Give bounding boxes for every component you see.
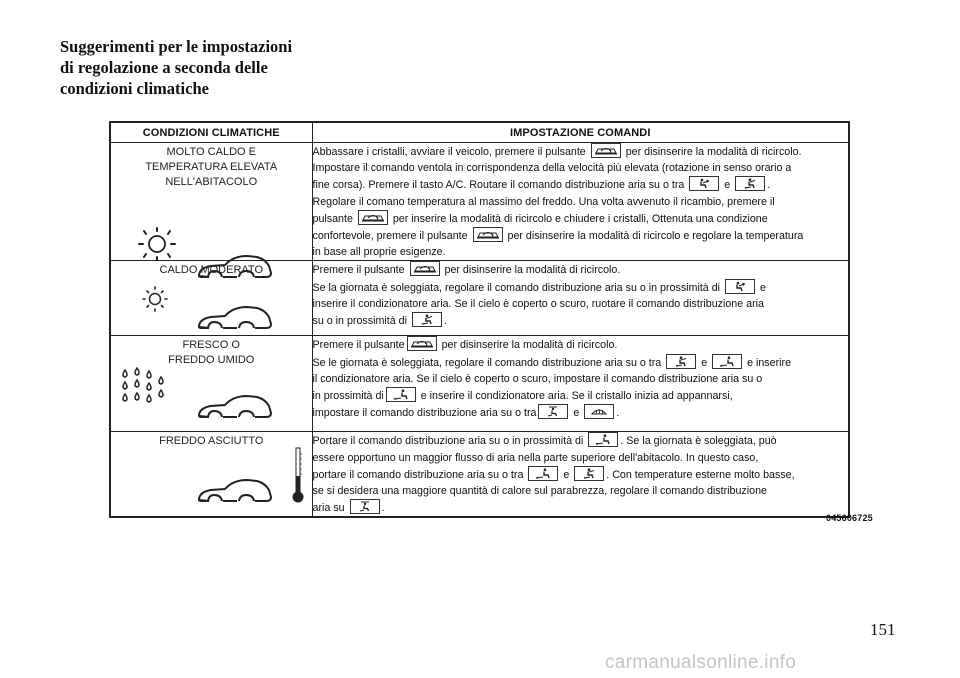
settings-text: . Con temperature esterne molto basse, (606, 468, 795, 481)
page-number: 151 (870, 620, 896, 639)
settings-text: impostare il comando distribuzione aria su o tra (312, 407, 537, 420)
condition-line: MOLTO CALDO E (166, 146, 256, 158)
heading-line-2: di regolazione a seconda delle (60, 58, 268, 77)
settings-text: confortevole, premere il pulsante (312, 230, 471, 243)
settings-text: Impostare il comando ventola in corrispondenza della velocità più elevata (rotazione in senso orario a (312, 162, 792, 175)
recirculation-icon (407, 336, 437, 351)
settings-cell-moderate-hot (312, 261, 849, 336)
settings-text: . (381, 502, 385, 515)
settings-text: e inserire (744, 356, 792, 369)
settings-text: e inserire il condizionatore aria. Se il cristallo inizia ad appannarsi, (417, 390, 733, 403)
bilevel-vent-icon (412, 312, 442, 327)
settings-text: per inserire la modalità di ricircolo e chiudere i cristalli, Ottenuta una condizione (389, 212, 768, 225)
mix-vent-icon (538, 404, 568, 419)
table-row (110, 143, 849, 261)
settings-text: Premere il pulsante (312, 264, 408, 277)
settings-cell-cool-humid (312, 336, 849, 432)
settings-text: e (560, 468, 573, 481)
settings-text: . (767, 179, 771, 192)
floor-vent-icon (588, 432, 618, 447)
condition-line: FREDDO ASCIUTTO (159, 435, 264, 448)
climate-settings-table (109, 121, 850, 518)
settings-text: e (721, 179, 734, 192)
section-heading (60, 36, 320, 99)
settings-text: e (698, 356, 711, 369)
recirculation-icon (358, 210, 388, 225)
table-row (110, 432, 849, 518)
settings-text: portare il comando distribuzione aria su o tra (312, 468, 527, 481)
bilevel-vent-icon (735, 176, 765, 191)
mix-vent-icon (350, 499, 380, 514)
raindrops-icon (119, 366, 175, 414)
car-icon (195, 386, 275, 420)
settings-text: Premere il pulsante (312, 339, 405, 352)
settings-text: inserire il condizionatore aria. Se il cielo è coperto o scuro, ruotare il comando distribuzione aria (312, 297, 764, 310)
settings-cell-cold-dry (312, 432, 849, 518)
recirculation-icon (591, 143, 621, 158)
settings-text: se si desidera una maggiore quantità di calore sul parabrezza, regolare il comando distribuzione (312, 485, 767, 498)
settings-text: per disinserire la modalità di ricircolo e regolare la temperatura (504, 230, 804, 243)
settings-text: e (570, 407, 583, 420)
settings-text: aria su (312, 502, 348, 515)
settings-text: in prossimità di (312, 390, 384, 403)
panel-vent-icon (725, 279, 755, 294)
settings-text: per disinserire la modalità di ricircolo. (441, 264, 621, 277)
column-header-settings: IMPOSTAZIONE COMANDI (312, 122, 849, 143)
settings-text: per disinserire la modalità di ricircolo. (441, 339, 618, 352)
settings-text: Se la giornata è soleggiata, regolare il comando distribuzione aria su o in prossimità di (312, 281, 724, 294)
thermometer-icon (291, 446, 305, 506)
condition-cell-cool-humid (110, 336, 312, 432)
condition-line: FRESCO O (182, 339, 240, 352)
settings-text: in base all proprie esigenze. (312, 246, 446, 259)
settings-text: Regolare il comano temperatura al massimo del freddo. Una volta avvenuto il ricambio, premere il (312, 195, 775, 208)
settings-text: per disinserire la modalità di ricircolo. (625, 146, 802, 158)
car-icon (195, 297, 275, 331)
figure-code: 045606725 (826, 513, 873, 523)
heading-line-1: Suggerimenti per le impostazioni (60, 37, 293, 56)
bilevel-vent-icon (666, 354, 696, 369)
condition-cell-moderate-hot (110, 261, 312, 336)
condition-cell-very-hot (110, 143, 312, 261)
settings-text: pulsante (312, 212, 356, 225)
condition-cell-cold-dry (110, 432, 312, 518)
settings-cell-very-hot (312, 143, 849, 261)
bilevel-vent-icon (574, 466, 604, 481)
settings-text: . (616, 407, 620, 420)
sun-small-icon (133, 281, 177, 317)
panel-vent-icon (689, 176, 719, 191)
settings-text: il condizionatore aria. Se il cielo è coperto o scuro, impostare il comando distribuzione aria su o (312, 372, 763, 385)
watermark: carmanualsonline.info (605, 652, 797, 673)
settings-text: e (757, 281, 766, 294)
table-row (110, 336, 849, 432)
heading-line-3: condizioni climatiche (60, 79, 209, 98)
settings-text: . (443, 315, 447, 328)
floor-vent-icon (712, 354, 742, 369)
table-row (110, 261, 849, 336)
floor-vent-icon (386, 387, 416, 402)
condition-line: FREDDO UMIDO (168, 354, 255, 367)
settings-text: . Se la giornata è soleggiata, può (620, 435, 777, 448)
condition-line: TEMPERATURA ELEVATA (145, 161, 278, 173)
floor-vent-icon (528, 466, 558, 481)
settings-text: essere opportuno un maggior flusso di aria nella parte superiore dell'abitacolo. In questo caso, (312, 451, 759, 464)
recirculation-icon (473, 227, 503, 242)
condition-line: CALDO MODERATO (159, 264, 263, 277)
settings-text: Se le giornata è soleggiata, regolare il comando distribuzione aria su o tra (312, 356, 665, 369)
car-icon (195, 470, 275, 504)
defrost-icon (584, 404, 614, 419)
settings-text: Portare il comando distribuzione aria su o in prossimità di (312, 435, 587, 448)
column-header-conditions: CONDIZIONI CLIMATICHE (110, 122, 312, 143)
settings-text: Abbassare i cristalli, avviare il veicolo, premere il pulsante (312, 146, 589, 158)
recirculation-icon (410, 261, 440, 276)
condition-line: NELL'ABITACOLO (165, 176, 258, 188)
settings-text: su o in prossimità di (312, 315, 410, 328)
settings-text: fine corsa). Premere il tasto A/C. Routare il comando distribuzione aria su o tra (312, 179, 688, 192)
